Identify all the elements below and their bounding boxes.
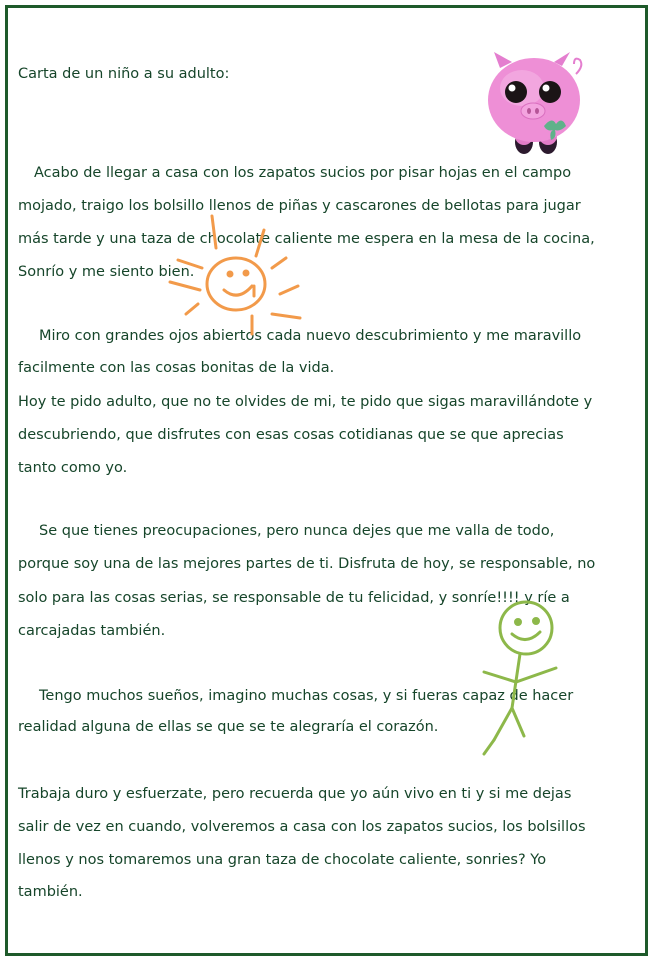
paragraph-1-line: mojado, traigo los bolsillo llenos de piñas y cascarones de bellotas para jugar <box>18 198 581 214</box>
paragraph-2-line: descubriendo, que disfrutes con esas cosas cotidianas que se que aprecias <box>18 427 564 443</box>
paragraph-1-line: Sonrío y me siento bien. <box>18 264 195 280</box>
paragraph-1-line: más tarde y una taza de chocolate caliente me espera en la mesa de la cocina, <box>18 231 595 247</box>
paragraph-5-line: también. <box>18 884 83 900</box>
paragraph-2-line: tanto como yo. <box>18 460 128 476</box>
letter-title: Carta de un niño a su adulto: <box>18 66 230 82</box>
paragraph-1-line: Acabo de llegar a casa con los zapatos sucios por pisar hojas en el campo <box>34 165 572 181</box>
paragraph-5-line: salir de vez en cuando, volveremos a casa con los zapatos sucios, los bolsillos <box>18 819 586 835</box>
pig-icon <box>478 48 590 160</box>
paragraph-3-line: porque soy una de las mejores partes de ti. Disfruta de hoy, se responsable, no <box>18 556 596 572</box>
paragraph-5-line: Trabaja duro y esfuerzate, pero recuerda que yo aún vivo en ti y si me dejas <box>18 786 572 802</box>
paragraph-2-line: Miro con grandes ojos abiertos cada nuevo descubrimiento y me maravillo <box>39 328 582 344</box>
paragraph-5-line: llenos y nos tomaremos una gran taza de chocolate caliente, sonries? Yo <box>18 852 547 868</box>
paragraph-3-line: solo para las cosas serias, se responsable de tu felicidad, y sonríe!!!! y ríe a <box>18 590 570 606</box>
stick-figure-drawing <box>450 598 570 758</box>
sun-drawing <box>160 208 310 338</box>
paragraph-2-line: facilmente con las cosas bonitas de la vida. <box>18 360 335 376</box>
paragraph-3-line: carcajadas también. <box>18 623 166 639</box>
paragraph-3-line: Se que tienes preocupaciones, pero nunca dejes que me valla de todo, <box>39 523 555 539</box>
paragraph-2-line: Hoy te pido adulto, que no te olvides de mi, te pido que sigas maravillándote y <box>18 394 593 410</box>
paragraph-4-line: realidad alguna de ellas se que se te alegraría el corazón. <box>18 719 439 735</box>
paragraph-4-line: Tengo muchos sueños, imagino muchas cosas, y si fueras capaz de hacer <box>39 688 574 704</box>
